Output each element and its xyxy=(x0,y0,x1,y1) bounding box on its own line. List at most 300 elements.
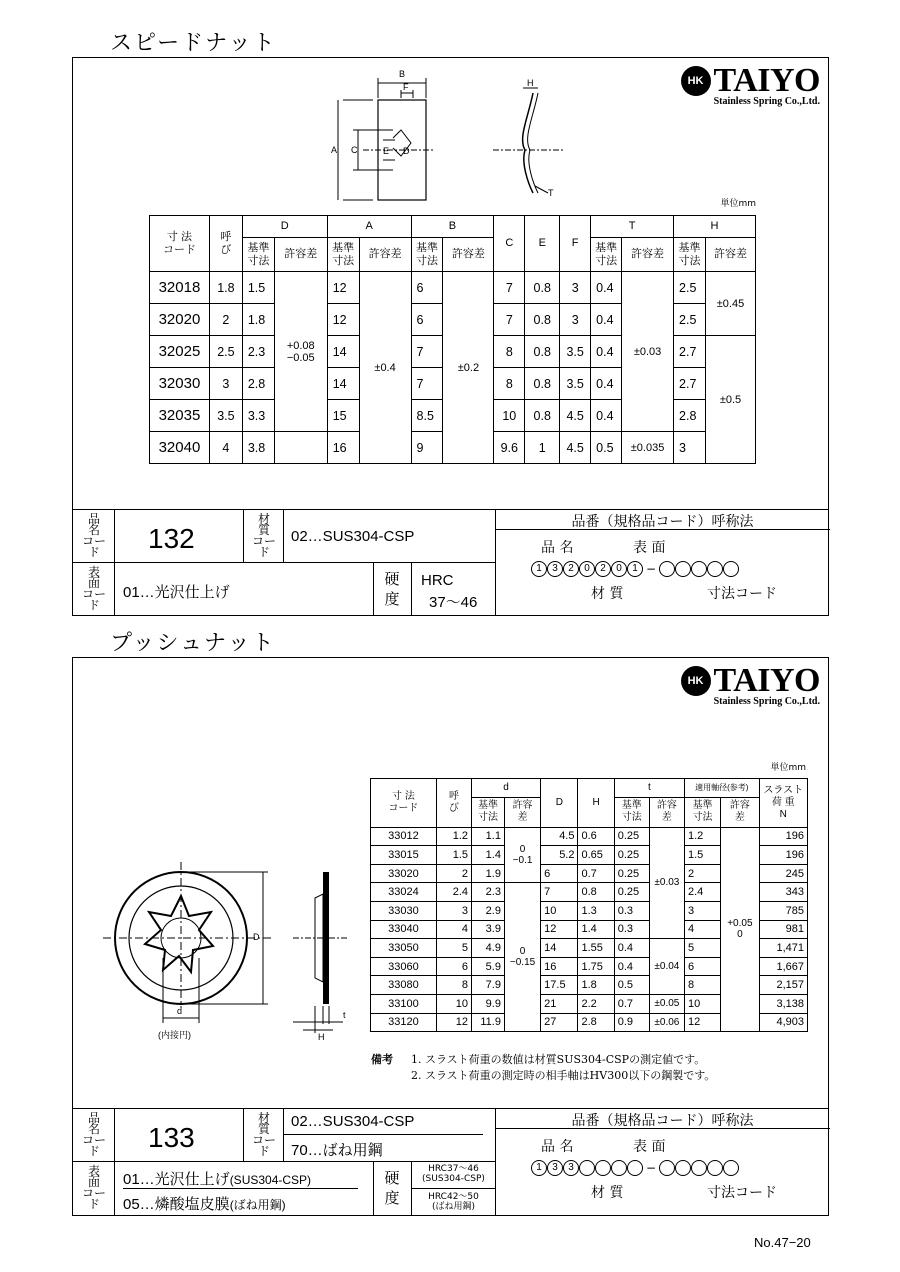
cell-nominal: 3 xyxy=(209,368,242,400)
cell-code: 33024 xyxy=(371,883,437,902)
naming-sunpo: 寸法コード xyxy=(707,1185,777,1201)
cell-d: 3.9 xyxy=(472,920,505,939)
hyomen-value-1-main: 01…光沢仕上げ xyxy=(123,1171,230,1188)
code-blank xyxy=(707,561,723,577)
th-t: t xyxy=(614,779,684,798)
dim-label-T: T xyxy=(548,188,554,198)
cell-H: 2.5 xyxy=(674,304,706,336)
naming-title: 品番（規格品コード）呼称法 xyxy=(571,1113,754,1129)
hinmei-label: 品 名 コード xyxy=(81,1111,106,1158)
code-digit: 0 xyxy=(611,561,627,577)
cell-t-tol: ±0.06 xyxy=(649,1013,684,1032)
hyomen-label: 表 面 コード xyxy=(81,565,106,612)
cell-nominal: 2 xyxy=(436,864,471,883)
brand-name: TAIYO xyxy=(713,62,820,99)
cell-D: 21 xyxy=(541,994,578,1013)
cell-H: 1.55 xyxy=(578,939,614,958)
cell-t: 0.25 xyxy=(614,846,649,865)
kodo-label: 硬 度 xyxy=(384,1169,400,1207)
zaishitsu-label: 材 質 コード xyxy=(251,1111,276,1158)
cell-d: 1.4 xyxy=(472,846,505,865)
cell-t: 0.4 xyxy=(614,939,649,958)
code-digit: 3 xyxy=(563,1160,579,1176)
dim-label-E: E xyxy=(383,146,390,156)
code-digit: 3 xyxy=(547,561,563,577)
zaishitsu-value-2: 70…ばね用鋼 xyxy=(291,1142,383,1159)
cell-D: 3.8 xyxy=(242,432,274,464)
hyomen-value-2 xyxy=(123,1193,286,1214)
code-blank xyxy=(659,561,675,577)
th-H-tol: 許容差 xyxy=(705,238,755,272)
th-F: F xyxy=(560,216,591,272)
brand-logo xyxy=(681,62,820,107)
kodo-value-2: 37〜46 xyxy=(429,594,478,611)
dim-label-d: d xyxy=(177,1006,183,1016)
cell-code: 32025 xyxy=(150,336,210,368)
cell-code: 32020 xyxy=(150,304,210,336)
speed-nut-code-block xyxy=(72,509,829,616)
cell-H: 2.7 xyxy=(674,336,706,368)
cell-H: 2.8 xyxy=(674,400,706,432)
th-d-base: 基準 寸法 xyxy=(472,797,505,827)
cell-T-tol: ±0.03 xyxy=(622,272,674,432)
hyomen-value-1-note: (SUS304-CSP) xyxy=(229,1173,312,1187)
cell-H: 0.7 xyxy=(578,864,614,883)
cell-H: 1.3 xyxy=(578,901,614,920)
cell-H-tol: ±0.45 xyxy=(705,272,755,336)
th-nominal: 呼 び xyxy=(209,216,242,272)
code-blank xyxy=(611,1160,627,1176)
cell-nominal: 1.2 xyxy=(436,827,471,846)
th-D-base: 基準 寸法 xyxy=(242,238,274,272)
naming-sunpo: 寸法コード xyxy=(707,586,777,602)
cell-thrust: 343 xyxy=(759,883,807,902)
dim-label-D: D xyxy=(403,146,410,156)
cell-d: 5.9 xyxy=(472,957,505,976)
cell-thrust: 196 xyxy=(759,846,807,865)
kodo-value-1b: (SUS304-CSP) xyxy=(422,1174,485,1184)
cell-E: 1 xyxy=(525,432,560,464)
cell-shaft: 4 xyxy=(684,920,720,939)
cell-code: 32018 xyxy=(150,272,210,304)
brand-logo xyxy=(681,662,820,707)
cell-D: 6 xyxy=(541,864,578,883)
cell-H-tol: ±0.5 xyxy=(705,336,755,464)
cell-F: 3.5 xyxy=(560,368,591,400)
cell-B-tol: ±0.2 xyxy=(443,272,494,464)
code-blank xyxy=(579,1160,595,1176)
note-2: 2. スラスト荷重の測定時の相手軸はHV300以下の鋼製です。 xyxy=(411,1069,716,1082)
cell-D: 10 xyxy=(541,901,578,920)
push-nut-spec-table xyxy=(370,778,808,1032)
cell-T: 0.4 xyxy=(591,304,622,336)
kodo-value-1: HRC xyxy=(421,572,454,589)
cell-H: 2.2 xyxy=(578,994,614,1013)
dim-label-H: H xyxy=(318,1032,325,1042)
section-title-speed-nut: スピードナット xyxy=(110,31,277,56)
code-dash: − xyxy=(646,562,657,576)
table-row xyxy=(371,827,808,846)
cell-D: 16 xyxy=(541,957,578,976)
cell-T: 0.5 xyxy=(591,432,622,464)
page-number: No.47−20 xyxy=(754,1235,811,1250)
cell-D: 7 xyxy=(541,883,578,902)
cell-t: 0.3 xyxy=(614,901,649,920)
zaishitsu-value-1: 02…SUS304-CSP xyxy=(291,1113,415,1130)
th-thrust: スラスト 荷 重 N xyxy=(759,779,807,828)
cell-thrust: 785 xyxy=(759,901,807,920)
code-dash: − xyxy=(646,1161,657,1175)
cell-thrust: 196 xyxy=(759,827,807,846)
cell-code: 32040 xyxy=(150,432,210,464)
cell-thrust: 1,667 xyxy=(759,957,807,976)
cell-F: 3.5 xyxy=(560,336,591,368)
cell-D: 2.8 xyxy=(242,368,274,400)
cell-code: 33012 xyxy=(371,827,437,846)
cell-D: 27 xyxy=(541,1013,578,1032)
naming-code-row xyxy=(531,561,739,577)
cell-nominal: 10 xyxy=(436,994,471,1013)
code-blank xyxy=(675,1160,691,1176)
zaishitsu-label: 材 質 コード xyxy=(251,512,276,559)
dim-label-F: F xyxy=(403,82,409,92)
cell-nominal: 3 xyxy=(436,901,471,920)
cell-H: 1.75 xyxy=(578,957,614,976)
cell-E: 0.8 xyxy=(525,272,560,304)
cell-A: 12 xyxy=(327,304,359,336)
kodo-label: 硬 度 xyxy=(384,570,400,608)
cell-t: 0.25 xyxy=(614,864,649,883)
cell-E: 0.8 xyxy=(525,368,560,400)
cell-code: 33015 xyxy=(371,846,437,865)
cell-D: 3.3 xyxy=(242,400,274,432)
cell-C: 7 xyxy=(494,304,525,336)
cell-t-tol: ±0.05 xyxy=(649,994,684,1013)
code-blank xyxy=(659,1160,675,1176)
cell-F: 4.5 xyxy=(560,400,591,432)
cell-code: 32035 xyxy=(150,400,210,432)
cell-t-tol: ±0.03 xyxy=(649,827,684,939)
cell-A-tol: ±0.4 xyxy=(359,272,411,464)
kodo-value-1 xyxy=(412,1164,495,1184)
naming-hyomen: 表 面 xyxy=(633,540,666,556)
cell-shaft: 8 xyxy=(684,976,720,995)
cell-B: 9 xyxy=(411,432,443,464)
zaishitsu-value: 02…SUS304-CSP xyxy=(291,528,415,545)
kodo-value-2a: HRC42〜50 xyxy=(428,1192,479,1202)
cell-H: 2.7 xyxy=(674,368,706,400)
cell-B: 8.5 xyxy=(411,400,443,432)
naming-hyomen: 表 面 xyxy=(633,1139,666,1155)
cell-nominal: 3.5 xyxy=(209,400,242,432)
cell-d: 2.9 xyxy=(472,901,505,920)
th-T-tol: 許容差 xyxy=(622,238,674,272)
cell-d-tol: 0 −0.1 xyxy=(504,827,540,883)
code-blank xyxy=(595,1160,611,1176)
code-blank xyxy=(707,1160,723,1176)
th-H: H xyxy=(674,216,756,238)
cell-shaft: 3 xyxy=(684,901,720,920)
cell-A: 14 xyxy=(327,368,359,400)
code-digit: 2 xyxy=(563,561,579,577)
dim-label-D: D xyxy=(253,932,260,942)
cell-thrust: 3,138 xyxy=(759,994,807,1013)
th-t-tol: 許容 差 xyxy=(649,797,684,827)
cell-shaft: 2 xyxy=(684,864,720,883)
th-H: H xyxy=(578,779,614,828)
code-blank xyxy=(723,561,739,577)
cell-d: 1.1 xyxy=(472,827,505,846)
cell-t: 0.25 xyxy=(614,827,649,846)
cell-H: 0.6 xyxy=(578,827,614,846)
cell-nominal: 4 xyxy=(436,920,471,939)
unit-label: 単位mm xyxy=(720,199,756,209)
cell-D: 2.3 xyxy=(242,336,274,368)
th-code: 寸 法 コード xyxy=(371,779,437,828)
cell-C: 10 xyxy=(494,400,525,432)
cell-D: 1.8 xyxy=(242,304,274,336)
cell-B: 7 xyxy=(411,336,443,368)
cell-d-tol: 0 −0.15 xyxy=(504,883,540,1032)
cell-code: 33020 xyxy=(371,864,437,883)
cell-d: 1.9 xyxy=(472,864,505,883)
cell-t-tol: ±0.04 xyxy=(649,939,684,995)
code-blank xyxy=(675,561,691,577)
cell-B: 7 xyxy=(411,368,443,400)
th-nominal: 呼 び xyxy=(436,779,471,828)
hinmei-value: 132 xyxy=(148,523,195,554)
th-D: D xyxy=(541,779,578,828)
code-digit: 1 xyxy=(531,561,547,577)
cell-code: 33050 xyxy=(371,939,437,958)
cell-B: 6 xyxy=(411,272,443,304)
dim-label-B: B xyxy=(399,69,406,79)
note-1: 1. スラスト荷重の数値は材質SUS304-CSPの測定値です。 xyxy=(411,1053,706,1066)
cell-A: 12 xyxy=(327,272,359,304)
th-d: d xyxy=(472,779,541,798)
th-code: 寸 法 コード xyxy=(150,216,210,272)
cell-nominal: 1.5 xyxy=(436,846,471,865)
code-digit: 1 xyxy=(531,1160,547,1176)
cell-T: 0.4 xyxy=(591,336,622,368)
cell-nominal: 1.8 xyxy=(209,272,242,304)
th-B: B xyxy=(411,216,494,238)
hyomen-value-1 xyxy=(123,1168,311,1189)
cell-D: 4.5 xyxy=(541,827,578,846)
hyomen-label: 表 面 コード xyxy=(81,1164,106,1211)
cell-t: 0.9 xyxy=(614,1013,649,1032)
cell-A: 14 xyxy=(327,336,359,368)
cell-nominal: 4 xyxy=(209,432,242,464)
cell-D: 14 xyxy=(541,939,578,958)
cell-shaft: 2.4 xyxy=(684,883,720,902)
kodo-value-2 xyxy=(412,1192,495,1212)
cell-d: 2.3 xyxy=(472,883,505,902)
cell-C: 8 xyxy=(494,368,525,400)
cell-d: 7.9 xyxy=(472,976,505,995)
cell-code: 33080 xyxy=(371,976,437,995)
push-nut-drawing xyxy=(103,858,373,1043)
cell-code: 33040 xyxy=(371,920,437,939)
cell-C: 8 xyxy=(494,336,525,368)
naming-hinmei: 品 名 xyxy=(541,1139,574,1155)
th-A-tol: 許容差 xyxy=(359,238,411,272)
cell-D: 12 xyxy=(541,920,578,939)
cell-d: 9.9 xyxy=(472,994,505,1013)
cell-d: 4.9 xyxy=(472,939,505,958)
hyomen-value-2-note: (ばね用鋼) xyxy=(229,1198,286,1212)
cell-H: 3 xyxy=(674,432,706,464)
th-C: C xyxy=(494,216,525,272)
naming-zaishitsu: 材 質 xyxy=(591,1185,624,1201)
th-D: D xyxy=(242,216,327,238)
cell-thrust: 981 xyxy=(759,920,807,939)
dim-label-A: A xyxy=(331,145,338,155)
th-B-tol: 許容差 xyxy=(443,238,494,272)
code-digit: 2 xyxy=(595,561,611,577)
cell-E: 0.8 xyxy=(525,336,560,368)
cell-nominal: 2 xyxy=(209,304,242,336)
cell-thrust: 245 xyxy=(759,864,807,883)
cell-shaft: 1.5 xyxy=(684,846,720,865)
code-digit: 0 xyxy=(579,561,595,577)
speed-nut-drawing xyxy=(323,68,643,208)
cell-nominal: 6 xyxy=(436,957,471,976)
code-blank xyxy=(691,1160,707,1176)
dim-label-C: C xyxy=(351,145,358,155)
cell-t: 0.5 xyxy=(614,976,649,995)
cell-thrust: 1,471 xyxy=(759,939,807,958)
cell-T: 0.4 xyxy=(591,272,622,304)
kodo-value-2b: (ばね用鋼) xyxy=(431,1202,476,1212)
cell-F: 3 xyxy=(560,304,591,336)
cell-D: 5.2 xyxy=(541,846,578,865)
cell-E: 0.8 xyxy=(525,400,560,432)
cell-H: 1.4 xyxy=(578,920,614,939)
dim-label-t: t xyxy=(343,1010,346,1020)
code-digit: 3 xyxy=(547,1160,563,1176)
cell-nominal: 5 xyxy=(436,939,471,958)
cell-F: 3 xyxy=(560,272,591,304)
brand-name: TAIYO xyxy=(713,662,820,699)
dim-label-d-caption: (内接円) xyxy=(158,1030,191,1040)
naming-zaishitsu: 材 質 xyxy=(591,586,624,602)
cell-nominal: 12 xyxy=(436,1013,471,1032)
cell-A: 15 xyxy=(327,400,359,432)
cell-shaft: 5 xyxy=(684,939,720,958)
th-d-tol: 許容 差 xyxy=(504,797,540,827)
section-title-push-nut: プッシュナット xyxy=(110,631,276,656)
dim-label-H: H xyxy=(527,78,534,88)
cell-D-tol: +0.08 −0.05 xyxy=(274,272,327,432)
th-E: E xyxy=(525,216,560,272)
th-B-base: 基準 寸法 xyxy=(411,238,443,272)
cell-nominal: 2.4 xyxy=(436,883,471,902)
push-nut-code-block xyxy=(72,1108,829,1216)
cell-t: 0.4 xyxy=(614,957,649,976)
table-row xyxy=(150,272,756,304)
code-blank xyxy=(691,561,707,577)
code-digit: 1 xyxy=(627,561,643,577)
cell-H: 2.5 xyxy=(674,272,706,304)
th-t-base: 基準 寸法 xyxy=(614,797,649,827)
cell-thrust: 4,903 xyxy=(759,1013,807,1032)
cell-T: 0.4 xyxy=(591,368,622,400)
speed-nut-spec-table xyxy=(149,215,756,464)
cell-t: 0.25 xyxy=(614,883,649,902)
th-T: T xyxy=(591,216,674,238)
logo-mark-icon: HK xyxy=(681,666,711,696)
kodo-value-1a: HRC37〜46 xyxy=(428,1164,479,1174)
cell-code: 33120 xyxy=(371,1013,437,1032)
brand-sub: Stainless Spring Co.,Ltd. xyxy=(713,96,820,107)
cell-t: 0.7 xyxy=(614,994,649,1013)
hinmei-label: 品 名 コード xyxy=(81,512,106,559)
push-nut-panel xyxy=(72,657,829,1109)
cell-d: 11.9 xyxy=(472,1013,505,1032)
th-D-tol: 許容差 xyxy=(274,238,327,272)
cell-B: 6 xyxy=(411,304,443,336)
cell-code: 33060 xyxy=(371,957,437,976)
th-shaft: 適用軸径(参考) xyxy=(684,779,759,798)
code-blank xyxy=(723,1160,739,1176)
cell-H: 0.65 xyxy=(578,846,614,865)
cell-code: 33030 xyxy=(371,901,437,920)
cell-code: 33100 xyxy=(371,994,437,1013)
th-T-base: 基準 寸法 xyxy=(591,238,622,272)
cell-t: 0.3 xyxy=(614,920,649,939)
naming-code-row xyxy=(531,1160,739,1176)
cell-nominal: 2.5 xyxy=(209,336,242,368)
hyomen-value-2-main: 05…燐酸塩皮膜 xyxy=(123,1196,230,1213)
notes-label: 備考 xyxy=(371,1053,393,1066)
cell-shaft: 6 xyxy=(684,957,720,976)
cell-C: 9.6 xyxy=(494,432,525,464)
cell-thrust: 2,157 xyxy=(759,976,807,995)
th-shaft-base: 基準 寸法 xyxy=(684,797,720,827)
unit-label: 単位mm xyxy=(770,763,806,773)
cell-H: 2.8 xyxy=(578,1013,614,1032)
cell-E: 0.8 xyxy=(525,304,560,336)
speed-nut-panel xyxy=(72,57,829,510)
hyomen-value: 01…光沢仕上げ xyxy=(123,584,230,601)
cell-T-tol: ±0.035 xyxy=(622,432,674,464)
brand-sub: Stainless Spring Co.,Ltd. xyxy=(713,696,820,707)
cell-T: 0.4 xyxy=(591,400,622,432)
naming-hinmei: 品 名 xyxy=(541,540,574,556)
code-blank xyxy=(627,1160,643,1176)
naming-title: 品番（規格品コード）呼称法 xyxy=(571,514,754,530)
hinmei-value: 133 xyxy=(148,1122,195,1153)
cell-D: 1.5 xyxy=(242,272,274,304)
cell-H: 0.8 xyxy=(578,883,614,902)
cell-shaft: 10 xyxy=(684,994,720,1013)
th-A-base: 基準 寸法 xyxy=(327,238,359,272)
logo-mark-icon: HK xyxy=(681,66,711,96)
cell-C: 7 xyxy=(494,272,525,304)
cell-D: 17.5 xyxy=(541,976,578,995)
th-shaft-tol: 許容 差 xyxy=(721,797,759,827)
th-H-base: 基準 寸法 xyxy=(674,238,706,272)
th-A: A xyxy=(327,216,411,238)
cell-H: 1.8 xyxy=(578,976,614,995)
cell-A: 16 xyxy=(327,432,359,464)
cell-shaft: 12 xyxy=(684,1013,720,1032)
cell-F: 4.5 xyxy=(560,432,591,464)
cell-nominal: 8 xyxy=(436,976,471,995)
cell-code: 32030 xyxy=(150,368,210,400)
cell-shaft: 1.2 xyxy=(684,827,720,846)
